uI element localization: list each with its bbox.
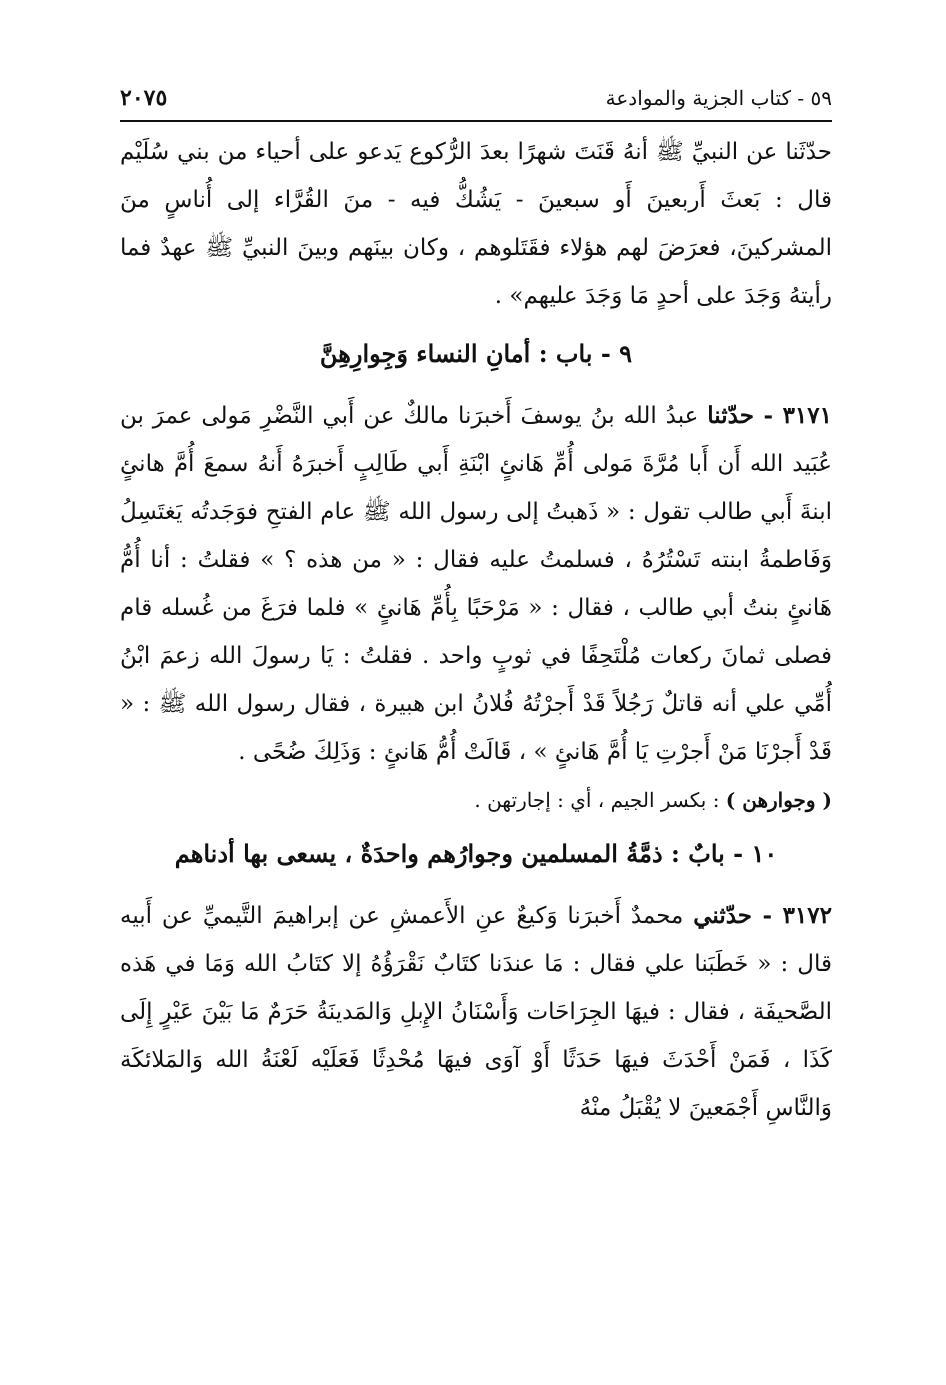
chapter-title: ٥٩ - كتاب الجزية والموادعة bbox=[605, 86, 832, 110]
hadith-3172-text: محمدٌ أَخبرَنا وَكيعٌ عنِ الأَعمشِ عن إبراهيمَ التَّيميِّ عن أَبيه قال : « خَطَبَنا علي فقال : مَا عندَنا كتَابٌ نَقْرَؤُهُ إلا كتَابُ الله وَمَا في هَذه الصَّحيفَة ، فقال : فيهَا الجِرَاحَات وَأَسْنَانُ الإِبلِ وَالمَدينَةُ حَرَمٌ مَا بَيْنَ عَيْرٍ إِلَى كَذَا ، فَمَنْ أَحْدَثَ فيهَا حَدَثًا أَوْ آوَى فيهَا مُحْدِثًا فَعَلَيْه لَعْنَةُ الله وَالمَلائكَة وَالنَّاسِ أَجْمَعينَ لا يُقْبَلُ منْهُ bbox=[120, 903, 832, 1121]
book-page bbox=[120, 80, 832, 1132]
hadith-3172-number: ٣١٧٢ - حدّثني bbox=[693, 902, 832, 929]
hadith-3171-number: ٣١٧١ - حدّثنا bbox=[707, 402, 832, 429]
footnote-word: ( وجوارهن ) bbox=[725, 788, 832, 812]
bab-10-heading: ١٠ - بابٌ : ذمَّةُ المسلمين وجوارُهم واحدَةٌ ، يسعى بها أدناهم bbox=[174, 839, 778, 868]
running-head bbox=[120, 80, 832, 116]
hadith-3171 bbox=[120, 392, 832, 776]
footnote-text: : بكسر الجيم ، أي : إجارتهن . bbox=[474, 788, 726, 812]
hadith-3171-text: عبدُ الله بنُ يوسفَ أَخبرَنا مالكٌ عن أَبي النَّضْرِ مَولى عمرَ بن عُبَيد الله أَن أَبا مُرَّةَ مَولى أُمِّ هَانئٍ ابْنَةِ أَبي طَالِبٍ أَخبرَهُ أَنهُ سمعَ أُمَّ هانئٍ ابنةَ أَبي طالب تقول : « ذَهبتُ إلى رسول الله ﷺ عام الفتحِ فوَجَدتُه يَغتَسِلُ وَفَاطمةُ ابنته تَسْتُرُهُ ، فسلمتُ عليه فقال : « من هذه ؟ » فقلتُ : أنا أُمُّ هَانئٍ بنتُ أبي طالب ، فقال : « مَرْحَبًا بِأُمِّ هَانئٍ » فلما فرَغَ من غُسله قام فصلى ثمانَ ركعات مُلْتَحِفًا في ثوبٍ واحد . فقلتُ : يَا رسولَ الله زعمَ ابْنُ أُمِّي علي أنه قاتلٌ رَجُلاً قَدْ أَجرْتُهُ فُلانُ ابن هبيرة ، فقال رسول الله ﷺ : « قَدْ أَجرْنَا مَنْ أَجرْتِ يَا أُمَّ هَانئٍ » ، قَالَتْ أُمُّ هَانئٍ : وَذَلِكَ ضُحًى . bbox=[120, 403, 832, 765]
footnote-jiwar bbox=[120, 780, 832, 820]
hadith-3172 bbox=[120, 892, 832, 1132]
header-rule bbox=[120, 120, 832, 122]
bab-9-heading: ٩ - باب : أمانِ النساء وَجِوارِهِنَّ bbox=[319, 339, 633, 368]
intro-paragraph: حدّثَنا عن النبيِّ ﷺ أنهُ قَنَتَ شهرًا بعدَ الرُّكوع يَدعو على أحياء من بني سُلَيْم قال : بَعثَ أَربعينَ أَو سبعينَ - يَشُكُّ فيه - منَ القُرَّاء إلى أُناسٍ منَ المشركينَ، فعرَضَ لهم هؤلاء فقَتَلوهم ، وكان بينَهم وبينَ النبيِّ ﷺ عهدٌ فما رأيتهُ وَجَدَ على أحدٍ مَا وَجَدَ عليهم» . bbox=[120, 139, 832, 309]
page-number: ٢٠٧٥ bbox=[120, 85, 168, 111]
